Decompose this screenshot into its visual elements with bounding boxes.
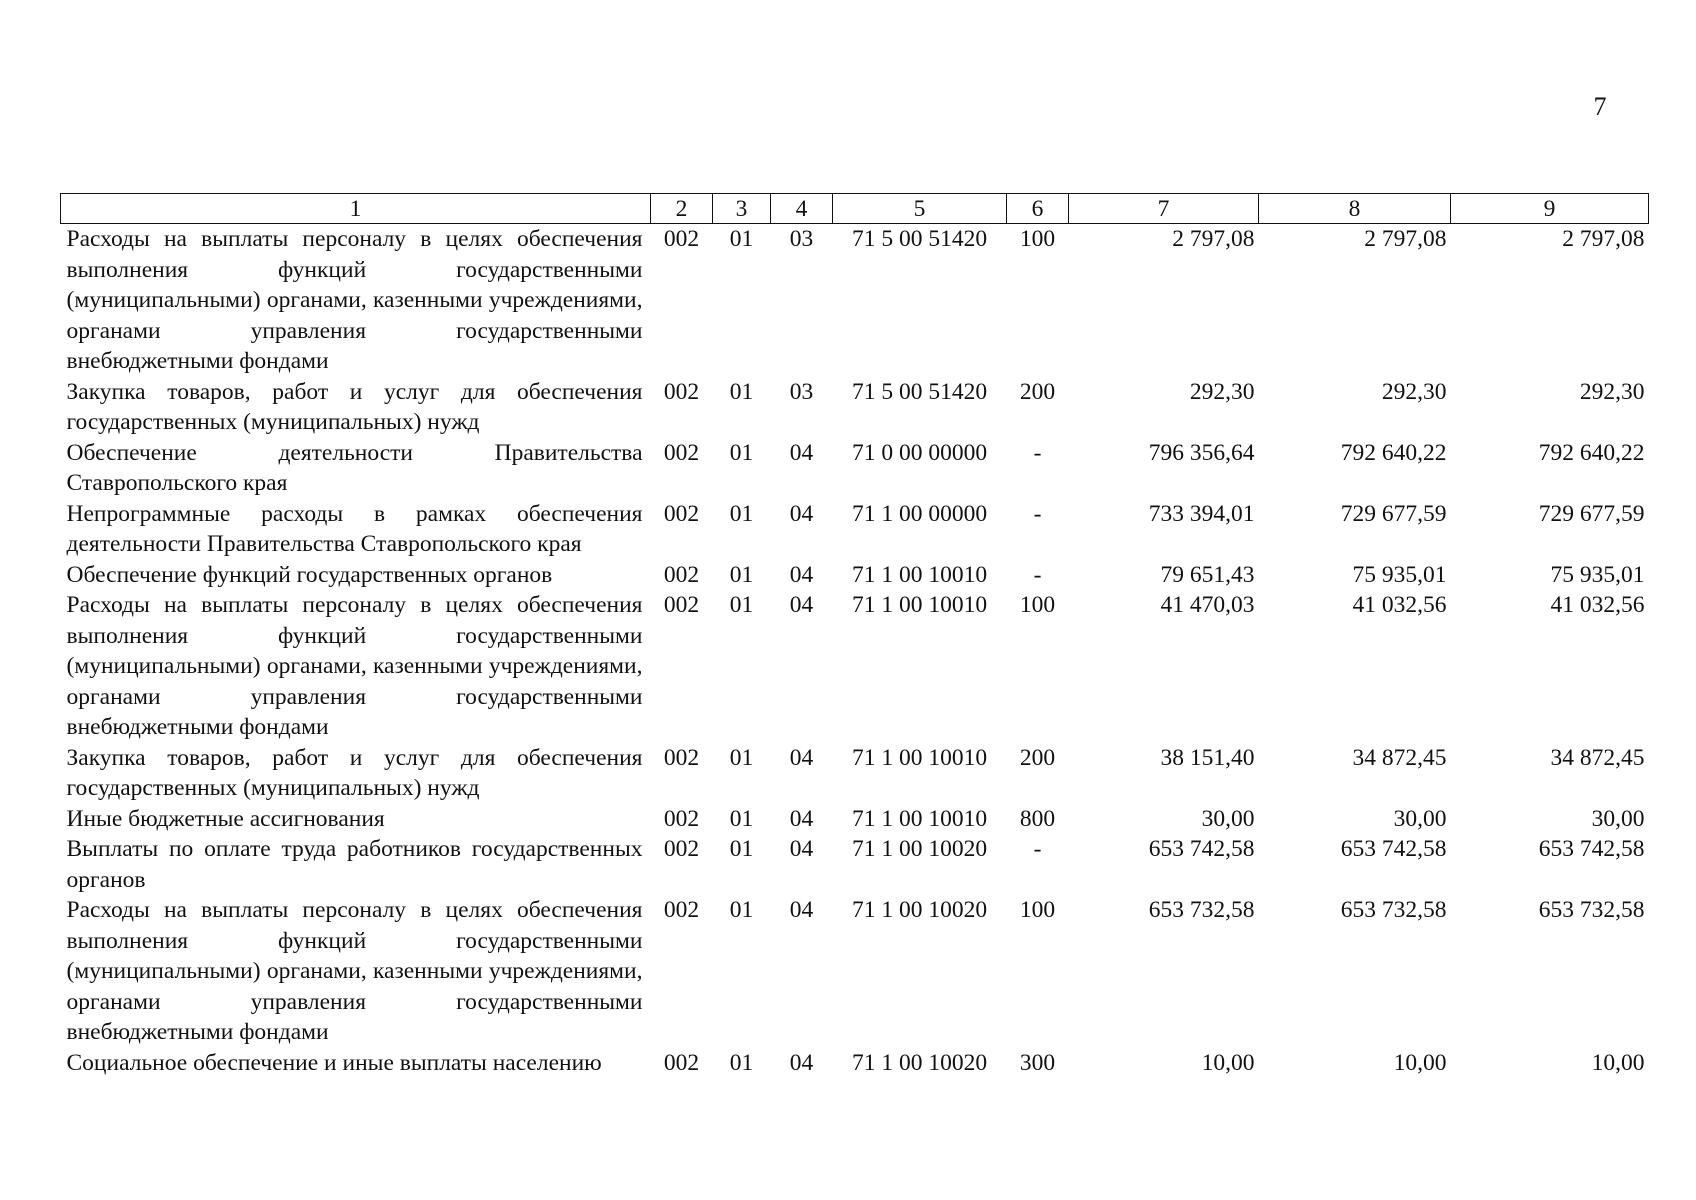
row-pr: 04: [789, 500, 814, 527]
row-name: Социальное обеспечение и иные выплаты населению: [66, 1049, 602, 1076]
row-rz: 01: [729, 439, 754, 466]
row-csr: 71 5 00 51420: [851, 378, 988, 405]
row-rz: 01: [729, 744, 754, 771]
row-vr: -: [1033, 836, 1042, 862]
row-vr: 800: [1019, 805, 1056, 832]
budget-table: [60, 193, 1649, 1078]
table-row: [61, 560, 1649, 591]
row-rz: 01: [729, 1049, 754, 1076]
row-rz: 01: [729, 805, 754, 832]
table-row: [61, 590, 1649, 743]
table-row: [61, 804, 1649, 835]
row-ved: 002: [663, 378, 700, 405]
row-rz: 01: [729, 897, 754, 923]
row-name: Обеспечение деятельности Правительства Ставропольского края: [66, 439, 643, 496]
row-vr: 200: [1019, 744, 1056, 771]
row-sum-2: 792 640,22: [1340, 439, 1447, 466]
row-vr: 100: [1019, 592, 1056, 618]
row-vr: -: [1033, 561, 1042, 588]
row-sum-3: 34 872,45: [1550, 744, 1645, 771]
table-row: [61, 834, 1649, 895]
row-csr: 71 0 00 00000: [851, 439, 988, 466]
row-sum-2: 653 742,58: [1340, 836, 1447, 862]
row-csr: 71 1 00 10010: [851, 805, 988, 832]
row-csr: 71 1 00 10020: [851, 836, 988, 862]
table-row: [61, 1048, 1649, 1079]
row-csr: 71 1 00 10020: [851, 897, 988, 923]
row-sum-1: 10,00: [1201, 1049, 1255, 1076]
table-row: [61, 377, 1649, 438]
row-sum-2: 2 797,08: [1364, 226, 1447, 252]
row-name: Закупка товаров, работ и услуг для обеспечения государственных (муниципальных) нужд: [66, 744, 643, 801]
row-name: Расходы на выплаты персоналу в целях обеспечения выполнения функций государственными (муниципальными) органами, казенными учреждениями, органами управления государственными внебюджетными фондами: [66, 592, 643, 740]
row-csr: 71 1 00 10010: [851, 561, 988, 588]
row-rz: 01: [729, 561, 754, 588]
row-ved: 002: [663, 500, 700, 527]
row-rz: 01: [729, 836, 754, 862]
row-name: Расходы на выплаты персоналу в целях обеспечения выполнения функций государственными (муниципальными) органами, казенными учреждениями, органами управления государственными внебюджетными фондами: [66, 226, 643, 374]
row-sum-3: 729 677,59: [1538, 500, 1645, 527]
row-name: Расходы на выплаты персоналу в целях обеспечения выполнения функций государственными (муниципальными) органами, казенными учреждениями, органами управления государственными внебюджетными фондами: [66, 897, 643, 1045]
row-ved: 002: [663, 592, 700, 618]
row-sum-2: 34 872,45: [1352, 744, 1447, 771]
row-sum-3: 2 797,08: [1562, 226, 1645, 252]
row-ved: 002: [663, 897, 700, 923]
row-rz: 01: [729, 226, 754, 252]
header-row: [61, 194, 1649, 224]
table-row: [61, 224, 1649, 377]
row-rz: 01: [729, 500, 754, 527]
row-sum-3: 292,30: [1579, 378, 1645, 405]
row-vr: -: [1033, 500, 1042, 527]
row-pr: 04: [789, 805, 814, 832]
row-ved: 002: [663, 836, 700, 862]
row-sum-1: 653 742,58: [1148, 836, 1255, 862]
row-ved: 002: [663, 744, 700, 771]
row-name: Иные бюджетные ассигнования: [66, 805, 385, 832]
row-sum-2: 10,00: [1393, 1049, 1447, 1076]
row-sum-3: 41 032,56: [1550, 592, 1645, 618]
row-sum-3: 653 732,58: [1538, 897, 1645, 923]
column-header-7: 7: [1069, 194, 1259, 224]
row-sum-3: 75 935,01: [1550, 561, 1645, 588]
table-row: [61, 499, 1649, 560]
row-pr: 04: [789, 897, 814, 923]
row-rz: 01: [729, 378, 754, 405]
row-sum-1: 41 470,03: [1160, 592, 1255, 618]
row-ved: 002: [663, 226, 700, 252]
row-vr: -: [1033, 439, 1042, 466]
row-sum-1: 653 732,58: [1148, 897, 1255, 923]
row-sum-2: 30,00: [1393, 805, 1447, 832]
row-csr: 71 1 00 00000: [851, 500, 988, 527]
table-row: [61, 743, 1649, 804]
column-header-6: 6: [1007, 194, 1069, 224]
row-pr: 04: [789, 1049, 814, 1076]
row-pr: 03: [789, 226, 814, 252]
row-sum-2: 292,30: [1381, 378, 1447, 405]
column-header-4: 4: [771, 194, 833, 224]
row-sum-3: 30,00: [1591, 805, 1645, 832]
column-header-5: 5: [833, 194, 1007, 224]
row-pr: 03: [789, 378, 814, 405]
page-number: 7: [1593, 92, 1607, 121]
row-name: Закупка товаров, работ и услуг для обеспечения государственных (муниципальных) нужд: [66, 378, 643, 435]
row-ved: 002: [663, 805, 700, 832]
row-sum-2: 75 935,01: [1352, 561, 1447, 588]
row-vr: 300: [1019, 1049, 1056, 1076]
row-pr: 04: [789, 744, 814, 771]
row-pr: 04: [789, 836, 814, 862]
row-name: Выплаты по оплате труда работников государственных органов: [66, 836, 643, 893]
row-vr: 200: [1019, 378, 1056, 405]
row-sum-3: 653 742,58: [1538, 836, 1645, 862]
row-sum-1: 2 797,08: [1172, 226, 1255, 252]
table-row: [61, 895, 1649, 1048]
row-csr: 71 1 00 10010: [851, 744, 988, 771]
row-pr: 04: [789, 592, 814, 618]
row-sum-1: 796 356,64: [1148, 439, 1255, 466]
row-csr: 71 1 00 10010: [851, 592, 988, 618]
row-pr: 04: [789, 439, 814, 466]
row-rz: 01: [729, 592, 754, 618]
row-vr: 100: [1019, 897, 1056, 923]
row-ved: 002: [663, 439, 700, 466]
row-sum-3: 792 640,22: [1538, 439, 1645, 466]
column-header-2: 2: [651, 194, 713, 224]
column-header-8: 8: [1259, 194, 1451, 224]
table-row: [61, 438, 1649, 499]
row-ved: 002: [663, 1049, 700, 1076]
row-sum-1: 733 394,01: [1148, 500, 1255, 527]
row-name: Обеспечение функций государственных органов: [66, 561, 553, 588]
column-header-1: 1: [61, 194, 651, 224]
row-name: Непрограммные расходы в рамках обеспечения деятельности Правительства Ставропольского края: [66, 500, 643, 557]
row-sum-2: 41 032,56: [1352, 592, 1447, 618]
row-sum-1: 292,30: [1189, 378, 1255, 405]
row-sum-2: 653 732,58: [1340, 897, 1447, 923]
row-vr: 100: [1019, 226, 1056, 252]
row-ved: 002: [663, 561, 700, 588]
row-sum-1: 38 151,40: [1160, 744, 1255, 771]
row-sum-2: 729 677,59: [1340, 500, 1447, 527]
row-sum-1: 79 651,43: [1160, 561, 1255, 588]
row-csr: 71 5 00 51420: [851, 226, 988, 252]
row-sum-1: 30,00: [1201, 805, 1255, 832]
row-pr: 04: [789, 561, 814, 588]
row-sum-3: 10,00: [1591, 1049, 1645, 1076]
column-header-3: 3: [713, 194, 771, 224]
column-header-9: 9: [1451, 194, 1649, 224]
row-csr: 71 1 00 10020: [851, 1049, 988, 1076]
